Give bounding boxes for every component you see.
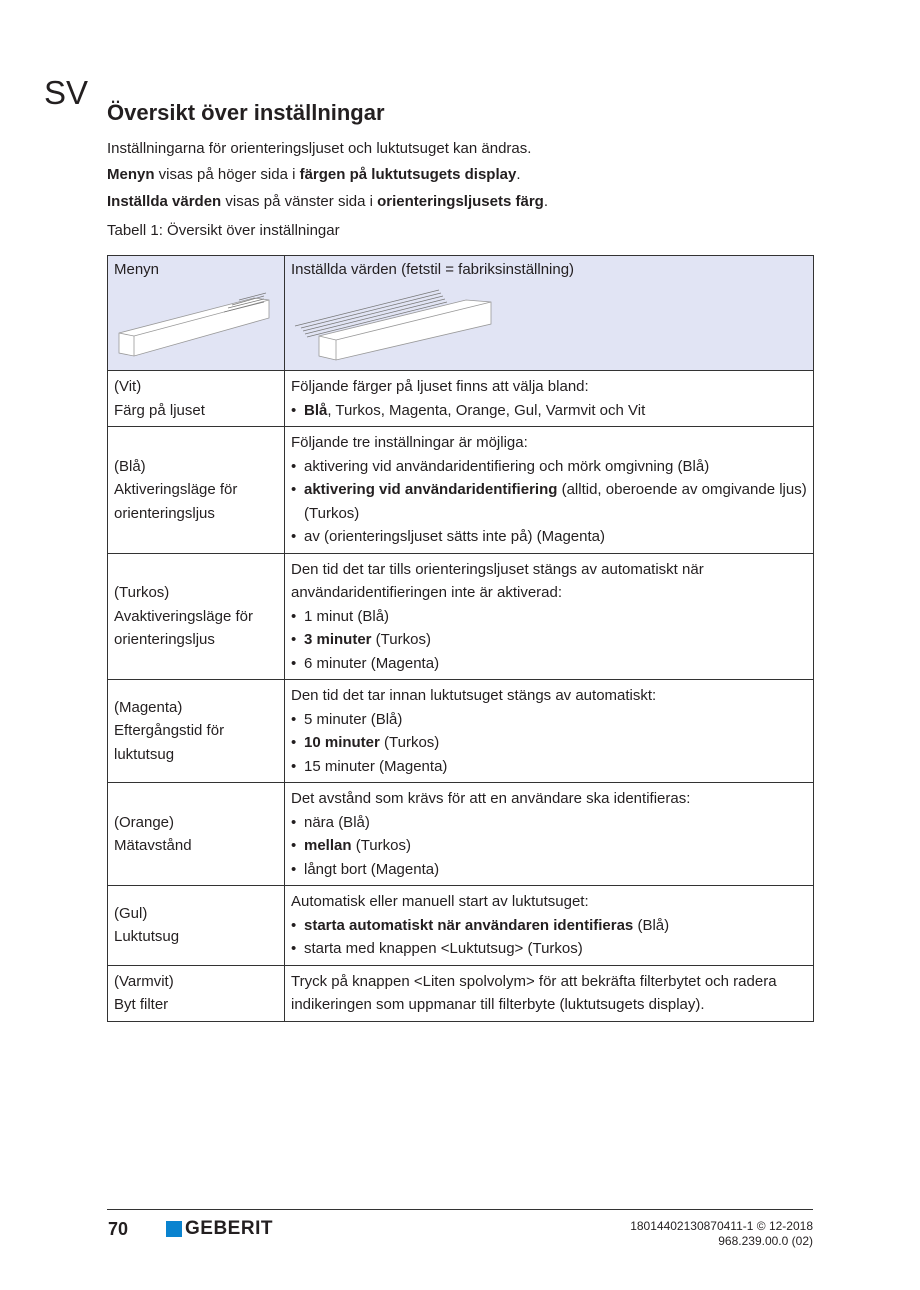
values-cell bbox=[285, 427, 814, 554]
doc-id: 18014402130870411-1 © 12-2018 bbox=[630, 1219, 813, 1233]
bullet-item bbox=[291, 525, 809, 549]
text-segment: Inställningarna för orienteringsljuset och luktutsuget kan ändras. bbox=[107, 140, 532, 157]
values-cell bbox=[285, 783, 814, 886]
menu-text: Färg på ljuset bbox=[114, 401, 205, 419]
table-row bbox=[108, 783, 814, 886]
table-row bbox=[108, 371, 814, 427]
text-segment: 10 minuter bbox=[304, 734, 380, 751]
text-segment: (Turkos) bbox=[371, 631, 431, 648]
text-segment: mellan bbox=[304, 837, 352, 854]
bullet-item bbox=[291, 605, 809, 629]
page-number: 70 bbox=[108, 1219, 129, 1239]
text-segment: Blå bbox=[304, 401, 328, 419]
menu-text: Eftergångstid för luktutsug bbox=[114, 722, 225, 763]
menu-text: Luktutsug bbox=[114, 928, 180, 946]
text-segment: Tabell 1: Översikt över inställningar bbox=[107, 222, 340, 239]
text-segment: av (orienteringsljuset sätts inte på) (Magenta) bbox=[304, 528, 605, 545]
text-segment: Den tid det tar innan luktutsuget stängs av automatiskt: bbox=[291, 687, 657, 704]
bullet-item bbox=[291, 652, 809, 676]
description bbox=[291, 787, 809, 811]
text-segment: 1 minut (Blå) bbox=[304, 607, 390, 625]
header-menu bbox=[108, 256, 285, 371]
header-menu-label: Menyn bbox=[114, 261, 160, 278]
text-segment: Tryck på knappen <Liten spolvolym> för att bekräfta filterbytet och radera indikeringen som uppmanar till filterbyte (luktutsugets display). bbox=[291, 972, 777, 1013]
text-segment: , Turkos, Magenta, Orange, Gul, Varmvit och Vit bbox=[327, 401, 646, 419]
bullet-item bbox=[291, 455, 809, 479]
table-row bbox=[108, 965, 814, 1021]
bullet-item bbox=[291, 478, 809, 525]
menu-text: (Gul) bbox=[114, 904, 148, 922]
text-segment: Följande tre inställningar är möjliga: bbox=[291, 434, 528, 451]
geberit-logo bbox=[166, 1218, 273, 1240]
logo-square-icon bbox=[166, 1221, 182, 1237]
text-segment: (alltid, oberoende av omgivande ljus) (Turkos) bbox=[304, 481, 807, 522]
intro-paragraph bbox=[107, 193, 548, 210]
text-segment: (Blå) bbox=[633, 916, 670, 934]
page-title: Översikt över inställningar bbox=[107, 100, 385, 125]
menu-text: (Orange) bbox=[114, 813, 175, 831]
doc-number: 968.239.00.0 (02) bbox=[718, 1234, 813, 1248]
intro-paragraph bbox=[107, 166, 520, 183]
text-segment: visas på vänster sida i bbox=[221, 193, 378, 210]
text-segment: nära (Blå) bbox=[304, 813, 370, 831]
menu-cell bbox=[108, 965, 285, 1021]
menu-text: (Varmvit) bbox=[114, 972, 174, 990]
menu-device-illustration bbox=[114, 288, 274, 363]
text-segment: 5 minuter (Blå) bbox=[304, 710, 403, 728]
table-row bbox=[108, 427, 814, 554]
text-segment: aktivering vid användaridentifiering och mörk omgivning (Blå) bbox=[304, 457, 710, 475]
description bbox=[291, 558, 809, 605]
header-values bbox=[285, 256, 814, 371]
text-segment: (Turkos) bbox=[351, 837, 411, 854]
menu-text: Mätavstånd bbox=[114, 837, 192, 854]
text-segment: 15 minuter (Magenta) bbox=[304, 757, 448, 775]
menu-text: Aktiveringsläge för orienteringsljus bbox=[114, 481, 238, 522]
text-segment: Den tid det tar tills orienteringsljuset stängs av automatiskt när användaridentifieringen inte är aktiverad: bbox=[291, 560, 704, 601]
text-segment: aktivering vid användaridentifiering bbox=[304, 481, 558, 498]
values-cell bbox=[285, 553, 814, 680]
text-segment: . bbox=[543, 193, 549, 210]
bullet-item bbox=[291, 937, 809, 961]
description bbox=[291, 970, 809, 1017]
menu-cell bbox=[108, 553, 285, 680]
menu-cell bbox=[108, 371, 285, 427]
table-header-row bbox=[108, 256, 814, 371]
menu-text: Byt filter bbox=[114, 996, 169, 1013]
bullet-item bbox=[291, 834, 809, 858]
description bbox=[291, 684, 809, 708]
text-segment: långt bort (Magenta) bbox=[304, 860, 440, 878]
menu-text: (Blå) bbox=[114, 457, 146, 475]
bullet-item bbox=[291, 755, 809, 779]
menu-cell bbox=[108, 427, 285, 554]
text-segment: orienteringsljusets färg bbox=[377, 193, 544, 210]
logo-text: GEBERIT bbox=[185, 1218, 273, 1239]
description bbox=[291, 431, 809, 455]
text-segment: Menyn bbox=[107, 166, 155, 183]
footer-divider bbox=[107, 1209, 813, 1210]
text-segment: Automatisk eller manuell start av luktutsuget: bbox=[291, 893, 589, 910]
text-segment: visas på höger sida i bbox=[154, 166, 300, 183]
text-segment: 6 minuter (Magenta) bbox=[304, 654, 440, 672]
text-segment: Följande färger på ljuset finns att välja bland: bbox=[291, 378, 589, 395]
text-segment: (Turkos) bbox=[379, 734, 440, 751]
values-device-illustration bbox=[291, 288, 501, 363]
text-segment: . bbox=[516, 166, 521, 183]
bullet-item bbox=[291, 628, 809, 652]
menu-text: (Vit) bbox=[114, 378, 142, 395]
table-caption bbox=[107, 222, 340, 239]
intro-paragraph bbox=[107, 140, 531, 157]
document-info bbox=[630, 1219, 813, 1249]
text-segment: starta automatiskt när användaren identifieras bbox=[304, 916, 634, 934]
bullet-item bbox=[291, 914, 809, 938]
menu-cell bbox=[108, 886, 285, 966]
menu-text: Avaktiveringsläge för orienteringsljus bbox=[114, 607, 253, 648]
menu-cell bbox=[108, 783, 285, 886]
values-cell bbox=[285, 371, 814, 427]
text-segment: Det avstånd som krävs för att en användare ska identifieras: bbox=[291, 790, 691, 807]
bullet-item bbox=[291, 708, 809, 732]
text-segment: färgen på luktutsugets display bbox=[299, 166, 517, 183]
table-row bbox=[108, 886, 814, 966]
table-row bbox=[108, 553, 814, 680]
values-cell bbox=[285, 680, 814, 783]
values-cell bbox=[285, 886, 814, 966]
settings-table bbox=[107, 255, 814, 1022]
text-segment: Inställda värden bbox=[107, 193, 222, 210]
values-cell bbox=[285, 965, 814, 1021]
bullet-item bbox=[291, 731, 809, 755]
header-values-label: Inställda värden (fetstil = fabriksinställning) bbox=[291, 261, 575, 278]
bullet-item bbox=[291, 399, 809, 423]
description bbox=[291, 375, 809, 399]
language-code: SV bbox=[44, 74, 89, 111]
menu-cell bbox=[108, 680, 285, 783]
table-row bbox=[108, 680, 814, 783]
text-segment: starta med knappen <Luktutsug> (Turkos) bbox=[304, 940, 583, 957]
bullet-item bbox=[291, 811, 809, 835]
menu-text: (Magenta) bbox=[114, 698, 183, 716]
description bbox=[291, 890, 809, 914]
bullet-item bbox=[291, 858, 809, 882]
menu-text: (Turkos) bbox=[114, 584, 170, 601]
text-segment: 3 minuter bbox=[304, 631, 372, 648]
